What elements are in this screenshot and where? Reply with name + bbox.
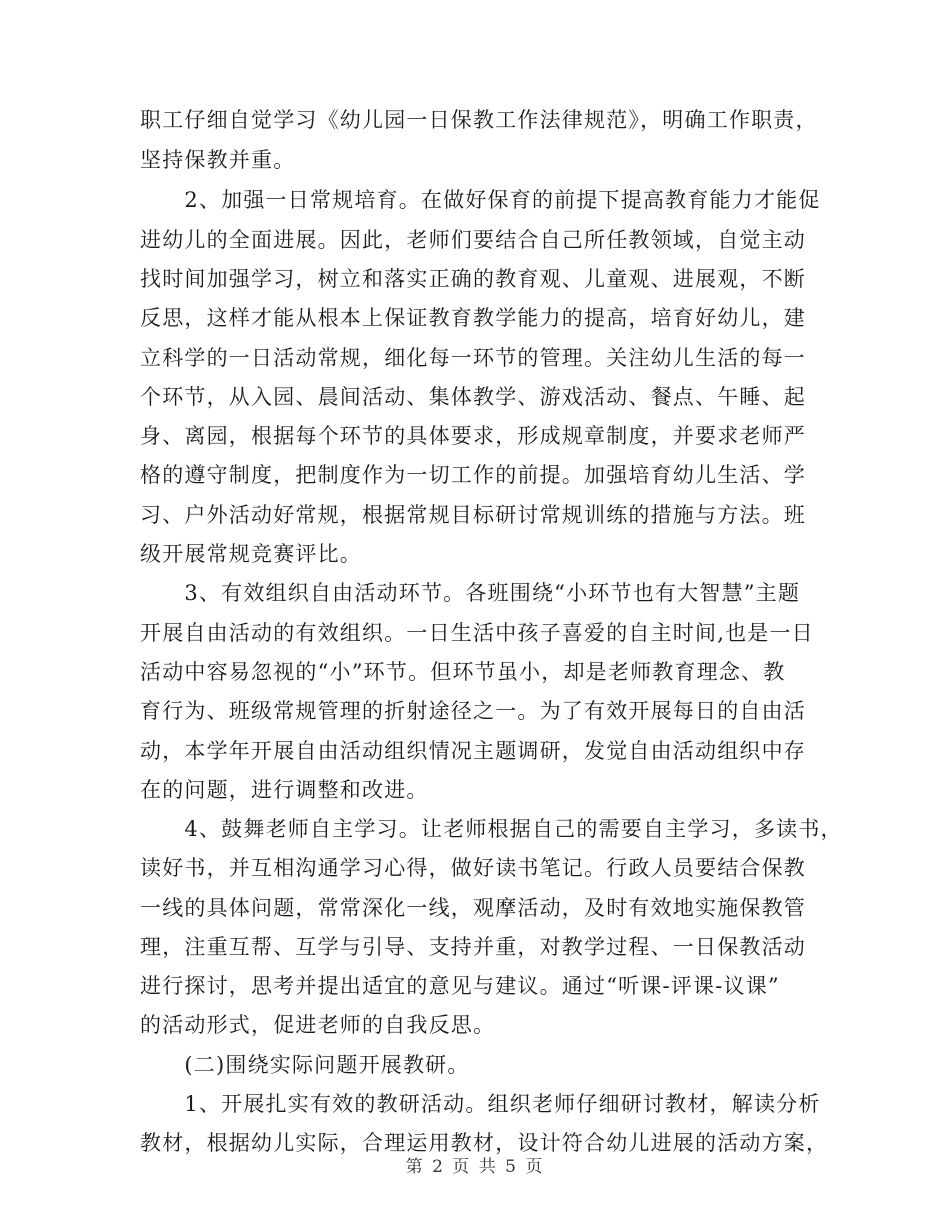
text-line: 职工仔细自觉学习《幼儿园一日保教工作法律规范》，明确工作职责，	[140, 108, 818, 132]
text-line: 找时间加强学习，树立和落实正确的教育观、儿童观、进展观，不断	[140, 267, 806, 291]
text-line: 进行探讨，思考并提出适宜的意见与建议。通过“听课-评课-议课”	[140, 974, 780, 998]
page-footer: 第 2 页 共 5 页	[405, 1157, 545, 1177]
text-line: 的活动形式，促进老师的自我反思。	[140, 1013, 496, 1037]
text-line: 1、开展扎实有效的教研活动。组织老师仔细研讨教材，解读分析	[140, 1092, 821, 1116]
text-line: 身、离园，根据每个环节的具体要求，形成规章制度，并要求老师严	[140, 424, 806, 448]
text-line: 坚持保教并重。	[140, 148, 296, 172]
text-line: 理，注重互帮、互学与引导、支持并重，对教学过程、一日保教活动	[140, 935, 806, 959]
text-line: 动，本学年开展自由活动组织情况主题调研，发觉自由活动组织中存	[140, 739, 806, 763]
text-line: 级开展常规竞赛评比。	[140, 542, 362, 566]
text-line: 活动中容易忽视的“小”环节。但环节虽小，却是老师教育理念、教	[140, 660, 786, 684]
text-line: 4、鼓舞老师自主学习。让老师根据自己的需要自主学习，多读书，	[140, 817, 843, 841]
text-line: 立科学的一日活动常规，细化每一环节的管理。关注幼儿生活的每一	[140, 346, 806, 370]
text-line: 进幼儿的全面进展。因此，老师们要结合自己所任教领域，自觉主动	[140, 228, 806, 252]
text-line: 在的问题，进行调整和改进。	[140, 778, 429, 802]
text-line: 格的遵守制度，把制度作为一切工作的前提。加强培育幼儿生活、学	[140, 463, 806, 487]
text-line: 育行为、班级常规管理的折射途径之一。为了有效开展每日的自由活	[140, 699, 806, 723]
text-line: 3、有效组织自由活动环节。各班围绕“小环节也有大智慧”主题	[140, 581, 801, 605]
text-line: 一线的具体问题，常常深化一线，观摩活动，及时有效地实施保教管	[140, 896, 806, 920]
text-line: (二)围绕实际问题开展教研。	[140, 1053, 470, 1077]
text-line: 个环节，从入园、晨间活动、集体教学、游戏活动、餐点、午睡、起	[140, 385, 806, 409]
text-line: 教材，根据幼儿实际，合理运用教材，设计符合幼儿进展的活动方案，	[140, 1131, 829, 1155]
text-line: 读好书，并互相沟通学习心得，做好读书笔记。行政人员要结合保教	[140, 856, 806, 880]
text-line: 习、户外活动好常规，根据常规目标研讨常规训练的措施与方法。班	[140, 503, 806, 527]
text-line: 2、加强一日常规培育。在做好保育的前提下提高教育能力才能促	[140, 188, 821, 212]
text-line: 开展自由活动的有效组织。一日生活中孩子喜爱的自主时间,也是一日	[140, 621, 814, 645]
text-line: 反思，这样才能从根本上保证教育教学能力的提高，培育好幼儿，建	[140, 306, 806, 330]
